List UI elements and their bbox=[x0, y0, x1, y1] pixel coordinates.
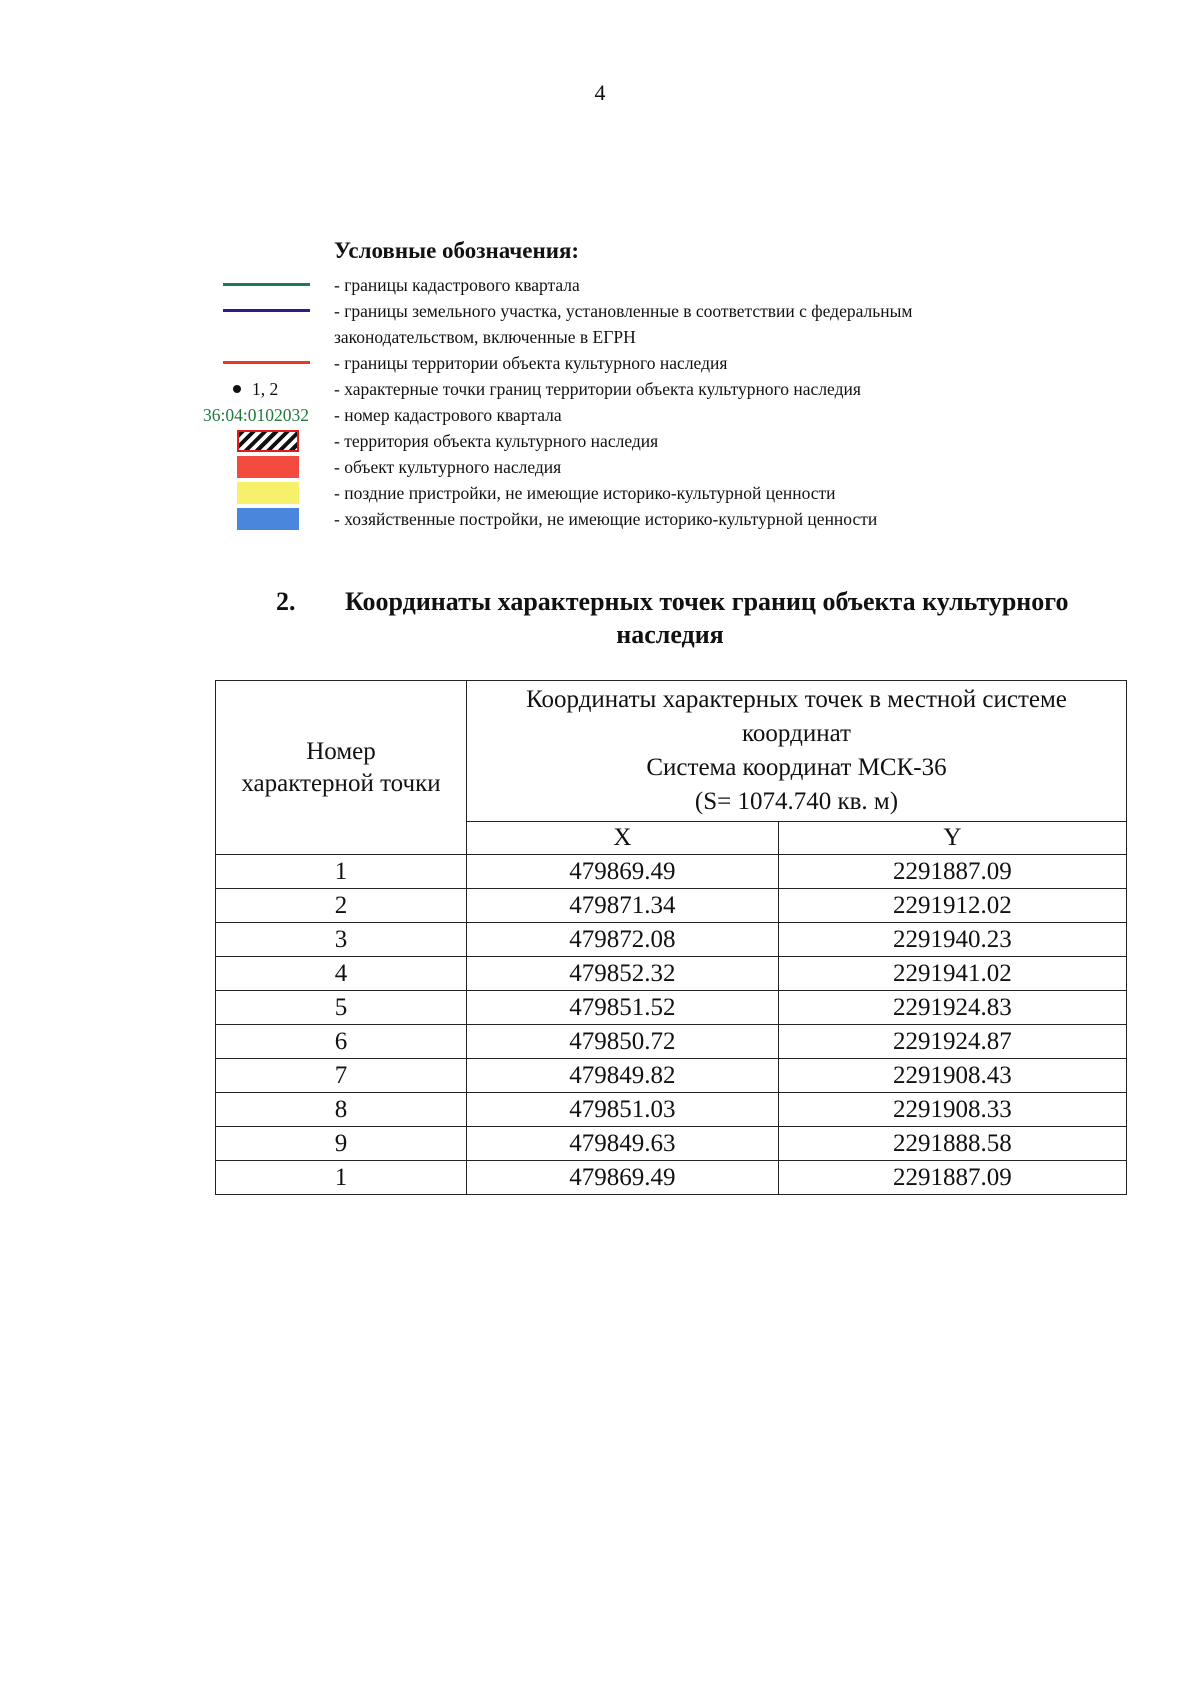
section-number: 2. bbox=[276, 587, 296, 616]
cell-x: 479851.03 bbox=[467, 1093, 779, 1127]
blue-fill-icon bbox=[237, 508, 299, 530]
cell-x: 479849.63 bbox=[467, 1127, 779, 1161]
legend-symbol bbox=[188, 376, 328, 402]
table-row bbox=[216, 1093, 1127, 1127]
column-header-line: Система координат МСК-36 bbox=[646, 754, 947, 781]
cell-y: 2291940.23 bbox=[778, 923, 1126, 957]
cell-x: 479851.52 bbox=[467, 991, 779, 1025]
table-row bbox=[216, 889, 1127, 923]
legend-item-label: - границы земельного участка, установленные в соответствии с федеральным bbox=[334, 301, 913, 321]
legend-item-label: - объект культурного наследия bbox=[334, 457, 562, 477]
cell-y: 2291912.02 bbox=[778, 889, 1126, 923]
legend-item-quarter-number bbox=[188, 402, 1088, 428]
legend-item-label: - границы территории объекта культурного наследия bbox=[334, 353, 728, 373]
cell-y: 2291908.33 bbox=[778, 1093, 1126, 1127]
cell-point-number: 7 bbox=[216, 1059, 467, 1093]
cell-y: 2291924.87 bbox=[778, 1025, 1126, 1059]
cell-y: 2291887.09 bbox=[778, 1161, 1126, 1195]
cell-x: 479849.82 bbox=[467, 1059, 779, 1093]
column-header-x: X bbox=[467, 822, 779, 855]
legend-item-label: - номер кадастрового квартала bbox=[334, 405, 562, 425]
table-row bbox=[216, 991, 1127, 1025]
table-row bbox=[216, 1127, 1127, 1161]
coordinates-table bbox=[215, 680, 1127, 1195]
column-header-coordinate-system bbox=[467, 681, 1127, 822]
cell-y: 2291887.09 bbox=[778, 855, 1126, 889]
table-row bbox=[216, 923, 1127, 957]
column-header-line: Координаты характерных точек в местной системе bbox=[526, 686, 1067, 713]
red-fill-icon bbox=[237, 456, 299, 478]
legend-item-label: - хозяйственные постройки, не имеющие историко-культурной ценности bbox=[334, 509, 878, 529]
legend-symbol bbox=[188, 272, 328, 298]
table-row bbox=[216, 1059, 1127, 1093]
hatched-area-icon bbox=[237, 430, 299, 452]
page-number: 4 bbox=[594, 80, 606, 105]
table-row bbox=[216, 1025, 1127, 1059]
legend-item-cadastral-quarter-boundary bbox=[188, 272, 1088, 298]
yellow-fill-icon bbox=[237, 482, 299, 504]
table-row bbox=[216, 1161, 1127, 1195]
green-line-icon bbox=[223, 283, 310, 286]
cell-x: 479850.72 bbox=[467, 1025, 779, 1059]
legend-item-heritage-object bbox=[188, 454, 1088, 480]
legend-item-label: - границы кадастрового квартала bbox=[334, 275, 580, 295]
cell-point-number: 8 bbox=[216, 1093, 467, 1127]
table-row bbox=[216, 957, 1127, 991]
legend-item-late-extensions bbox=[188, 480, 1088, 506]
column-header-line: характерной точки bbox=[241, 769, 441, 797]
legend-symbol bbox=[188, 506, 328, 532]
cell-point-number: 5 bbox=[216, 991, 467, 1025]
cell-x: 479869.49 bbox=[467, 855, 779, 889]
legend-item-heritage-territory bbox=[188, 428, 1088, 454]
red-line-icon bbox=[223, 361, 310, 364]
legend-symbol bbox=[188, 402, 328, 428]
legend-item-heritage-territory-boundary bbox=[188, 350, 1088, 376]
legend-title: Условные обозначения: bbox=[334, 238, 580, 263]
legend-item-characteristic-points bbox=[188, 376, 1088, 402]
legend-symbol bbox=[188, 480, 328, 506]
cell-x: 479871.34 bbox=[467, 889, 779, 923]
cell-point-number: 1 bbox=[216, 855, 467, 889]
legend-symbol bbox=[188, 350, 328, 376]
column-header-y: Y bbox=[778, 822, 1126, 855]
cadastral-quarter-number: 36:04:0102032 bbox=[203, 405, 309, 425]
legend-item-utility-buildings bbox=[188, 506, 1088, 532]
cell-x: 479852.32 bbox=[467, 957, 779, 991]
cell-y: 2291888.58 bbox=[778, 1127, 1126, 1161]
legend-item-label: - характерные точки границ территории объекта культурного наследия bbox=[334, 379, 861, 399]
cell-point-number: 1 bbox=[216, 1161, 467, 1195]
legend-symbol bbox=[188, 454, 328, 480]
legend-symbol bbox=[188, 428, 328, 454]
table-body bbox=[216, 855, 1127, 1195]
cell-point-number: 4 bbox=[216, 957, 467, 991]
legend-item-label: - территория объекта культурного наследия bbox=[334, 431, 659, 451]
legend-item-label: - поздние пристройки, не имеющие историко-культурной ценности bbox=[334, 483, 836, 503]
legend-item-land-plot-boundary bbox=[188, 298, 1088, 350]
cell-x: 479872.08 bbox=[467, 923, 779, 957]
table-row bbox=[216, 855, 1127, 889]
legend-symbol bbox=[188, 298, 328, 324]
section-title-line1: Координаты характерных точек границ объекта культурного bbox=[345, 587, 1069, 616]
cell-point-number: 9 bbox=[216, 1127, 467, 1161]
section-title-line2: наследия bbox=[616, 620, 724, 649]
point-numbers-label: 1, 2 bbox=[252, 379, 279, 399]
column-header-point-number bbox=[216, 681, 467, 855]
column-header-line: (S= 1074.740 кв. м) bbox=[694, 788, 899, 815]
cell-point-number: 2 bbox=[216, 889, 467, 923]
blue-line-icon bbox=[223, 309, 310, 312]
point-icon bbox=[233, 385, 241, 393]
cell-point-number: 6 bbox=[216, 1025, 467, 1059]
legend-item-label-continued: законодательством, включенные в ЕГРН bbox=[334, 327, 636, 347]
cell-x: 479869.49 bbox=[467, 1161, 779, 1195]
column-header-line: Номер bbox=[306, 737, 376, 765]
cell-y: 2291924.83 bbox=[778, 991, 1126, 1025]
cell-y: 2291941.02 bbox=[778, 957, 1126, 991]
column-header-line: координат bbox=[742, 720, 851, 747]
cell-point-number: 3 bbox=[216, 923, 467, 957]
cell-y: 2291908.43 bbox=[778, 1059, 1126, 1093]
